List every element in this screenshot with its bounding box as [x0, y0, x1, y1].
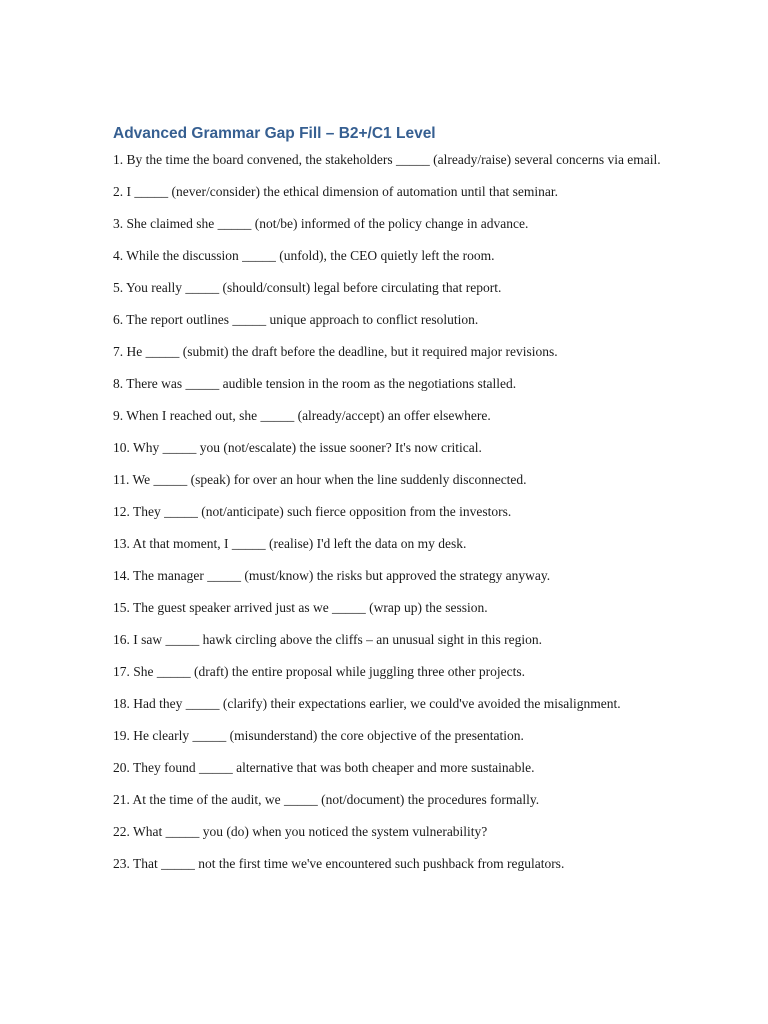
- exercise-item-8: 8. There was _____ audible tension in the room as the negotiations stalled.: [113, 376, 517, 391]
- exercise-item-5: 5. You really _____ (should/consult) legal before circulating that report.: [113, 280, 502, 295]
- exercise-item-9: 9. When I reached out, she _____ (already/accept) an offer elsewhere.: [113, 408, 491, 423]
- exercise-item-4: 4. While the discussion _____ (unfold), the CEO quietly left the room.: [113, 248, 495, 263]
- exercise-item-7: 7. He _____ (submit) the draft before the deadline, but it required major revisions.: [113, 344, 558, 359]
- exercise-item-21: 21. At the time of the audit, we _____ (not/document) the procedures formally.: [113, 792, 540, 807]
- exercise-item-14: 14. The manager _____ (must/know) the risks but approved the strategy anyway.: [113, 568, 551, 583]
- exercise-item-23: 23. That _____ not the first time we've encountered such pushback from regulators.: [113, 856, 565, 871]
- exercise-item-20: 20. They found _____ alternative that was both cheaper and more sustainable.: [113, 760, 535, 775]
- exercise-item-15: 15. The guest speaker arrived just as we _____ (wrap up) the session.: [113, 600, 488, 615]
- exercise-item-6: 6. The report outlines _____ unique approach to conflict resolution.: [113, 312, 479, 327]
- exercise-item-3: 3. She claimed she _____ (not/be) informed of the policy change in advance.: [113, 216, 529, 231]
- exercise-item-18: 18. Had they _____ (clarify) their expectations earlier, we could've avoided the misalignment.: [113, 696, 621, 711]
- exercise-item-19: 19. He clearly _____ (misunderstand) the core objective of the presentation.: [113, 728, 524, 743]
- exercise-item-1: 1. By the time the board convened, the stakeholders _____ (already/raise) several concerns via email.: [113, 152, 661, 167]
- worksheet-page: [113, 124, 673, 886]
- exercise-item-16: 16. I saw _____ hawk circling above the cliffs – an unusual sight in this region.: [113, 632, 543, 647]
- exercise-item-11: 11. We _____ (speak) for over an hour when the line suddenly disconnected.: [113, 472, 527, 487]
- exercise-item-12: 12. They _____ (not/anticipate) such fierce opposition from the investors.: [113, 504, 512, 519]
- exercise-item-10: 10. Why _____ you (not/escalate) the issue sooner? It's now critical.: [113, 440, 482, 455]
- exercise-item-2: 2. I _____ (never/consider) the ethical dimension of automation until that seminar.: [113, 184, 559, 199]
- exercise-item-22: 22. What _____ you (do) when you noticed the system vulnerability?: [113, 824, 488, 839]
- exercise-list: [113, 150, 673, 873]
- exercise-item-17: 17. She _____ (draft) the entire proposal while juggling three other projects.: [113, 664, 526, 679]
- page-title: Advanced Grammar Gap Fill – B2+/C1 Level: [113, 125, 436, 142]
- exercise-item-13: 13. At that moment, I _____ (realise) I'd left the data on my desk.: [113, 536, 467, 551]
